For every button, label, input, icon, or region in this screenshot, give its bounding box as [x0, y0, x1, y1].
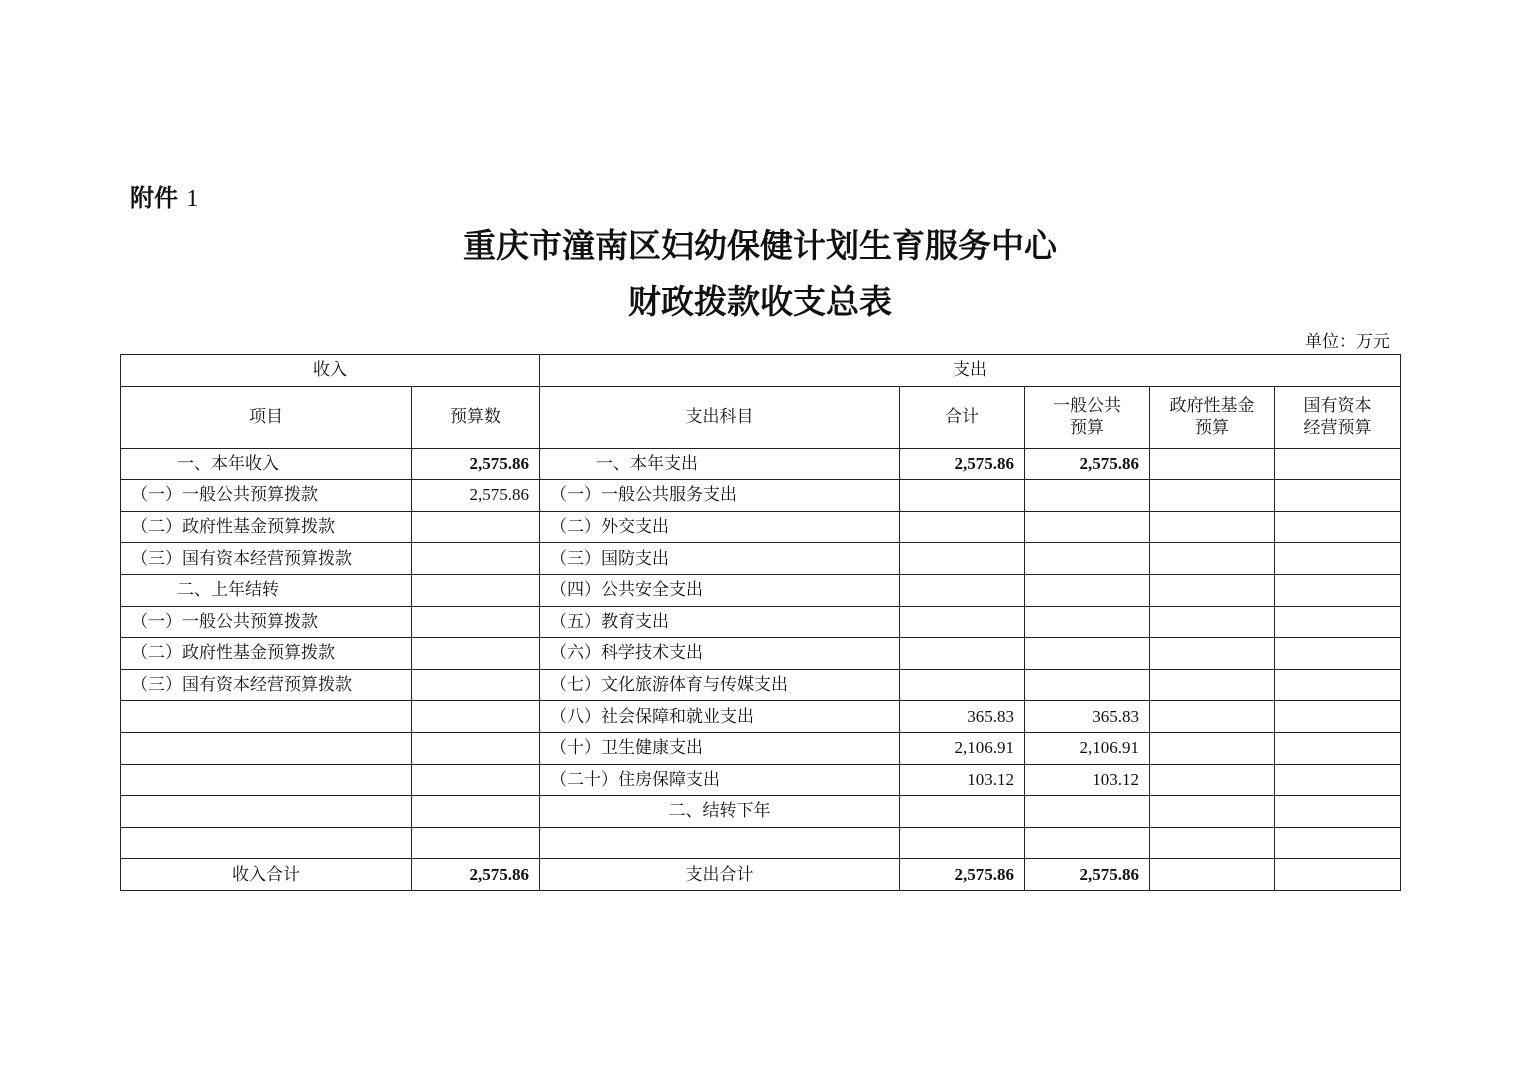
cell-expense-subject: 二、结转下年	[540, 796, 900, 828]
cell-gov-fund	[1150, 606, 1275, 638]
cell-expense-subject: （三）国防支出	[540, 543, 900, 575]
table-row	[121, 480, 1401, 512]
cell-gov-fund	[1150, 511, 1275, 543]
cell-total: 365.83	[900, 701, 1025, 733]
page-title-line1: 重庆市潼南区妇幼保健计划生育服务中心	[463, 226, 1057, 265]
header-state-capital-line2: 经营预算	[1303, 418, 1372, 439]
cell-general-public	[1025, 574, 1150, 606]
cell-state-capital	[1275, 827, 1401, 859]
cell-gov-fund	[1150, 480, 1275, 512]
cell-state-capital	[1275, 574, 1401, 606]
cell-item: （三）国有资本经营预算拨款	[121, 543, 412, 575]
group-header-row	[121, 355, 1401, 387]
header-gov-fund-budget	[1150, 386, 1275, 448]
cell-budget: 2,575.86	[412, 448, 540, 480]
cell-general-public	[1025, 606, 1150, 638]
table-row	[121, 827, 1401, 859]
cell-expense-subject: 一、本年支出	[540, 448, 900, 480]
cell-general-public	[1025, 543, 1150, 575]
cell-gov-fund	[1150, 732, 1275, 764]
total-income-value: 2,575.86	[412, 859, 540, 891]
table-row	[121, 606, 1401, 638]
cell-total	[900, 543, 1025, 575]
cell-total: 2,106.91	[900, 732, 1025, 764]
cell-expense-subject: （七）文化旅游体育与传媒支出	[540, 669, 900, 701]
cell-state-capital	[1275, 511, 1401, 543]
total-expense-label: 支出合计	[540, 859, 900, 891]
cell-item	[121, 732, 412, 764]
header-expense-subject: 支出科目	[540, 386, 900, 448]
header-general-public-budget	[1025, 386, 1150, 448]
cell-general-public	[1025, 511, 1150, 543]
cell-gov-fund	[1150, 543, 1275, 575]
cell-expense-subject	[540, 827, 900, 859]
cell-item: （二）政府性基金预算拨款	[121, 511, 412, 543]
cell-budget	[412, 543, 540, 575]
cell-budget	[412, 606, 540, 638]
cell-total	[900, 669, 1025, 701]
cell-gov-fund	[1150, 827, 1275, 859]
cell-budget	[412, 827, 540, 859]
table-row	[121, 574, 1401, 606]
cell-budget	[412, 764, 540, 796]
cell-gov-fund	[1150, 638, 1275, 670]
header-item: 项目	[121, 386, 412, 448]
cell-state-capital	[1275, 764, 1401, 796]
cell-state-capital	[1275, 606, 1401, 638]
total-expense-gov-fund	[1150, 859, 1275, 891]
cell-general-public	[1025, 827, 1150, 859]
totals-row	[121, 859, 1401, 891]
header-general-public-line1: 一般公共	[1053, 396, 1121, 417]
table-row	[121, 796, 1401, 828]
total-income-label: 收入合计	[121, 859, 412, 891]
budget-summary-table	[120, 354, 1401, 891]
cell-expense-subject: （二十）住房保障支出	[540, 764, 900, 796]
total-expense-total: 2,575.86	[900, 859, 1025, 891]
cell-state-capital	[1275, 543, 1401, 575]
unit-label: 单位：万元	[1305, 332, 1390, 352]
cell-total: 2,575.86	[900, 448, 1025, 480]
table-row	[121, 511, 1401, 543]
cell-general-public	[1025, 796, 1150, 828]
header-state-capital-line1: 国有资本	[1303, 396, 1372, 417]
cell-state-capital	[1275, 701, 1401, 733]
cell-general-public	[1025, 669, 1150, 701]
cell-expense-subject: （四）公共安全支出	[540, 574, 900, 606]
cell-state-capital	[1275, 638, 1401, 670]
cell-item: 二、上年结转	[121, 574, 412, 606]
cell-expense-subject: （六）科学技术支出	[540, 638, 900, 670]
cell-item	[121, 764, 412, 796]
column-header-row	[121, 386, 1401, 448]
cell-state-capital	[1275, 796, 1401, 828]
cell-item: （一）一般公共预算拨款	[121, 480, 412, 512]
cell-general-public	[1025, 638, 1150, 670]
expense-group-header: 支出	[540, 355, 1401, 387]
cell-budget	[412, 511, 540, 543]
cell-budget	[412, 574, 540, 606]
cell-general-public	[1025, 480, 1150, 512]
attachment-number: 1	[186, 186, 199, 212]
cell-gov-fund	[1150, 669, 1275, 701]
cell-gov-fund	[1150, 764, 1275, 796]
cell-expense-subject: （八）社会保障和就业支出	[540, 701, 900, 733]
cell-state-capital	[1275, 669, 1401, 701]
cell-expense-subject: （十）卫生健康支出	[540, 732, 900, 764]
header-gov-fund-line1: 政府性基金	[1169, 396, 1255, 417]
cell-total	[900, 574, 1025, 606]
header-general-public-line2: 预算	[1070, 418, 1104, 439]
cell-total	[900, 480, 1025, 512]
cell-state-capital	[1275, 732, 1401, 764]
table-row	[121, 669, 1401, 701]
cell-gov-fund	[1150, 796, 1275, 828]
header-budget: 预算数	[412, 386, 540, 448]
income-group-header: 收入	[121, 355, 540, 387]
header-state-capital-budget	[1275, 386, 1401, 448]
attachment-text: 附件	[130, 184, 178, 212]
table-row	[121, 701, 1401, 733]
cell-item	[121, 796, 412, 828]
page-title-line2: 财政拨款收支总表	[628, 282, 892, 321]
table-row	[121, 732, 1401, 764]
cell-gov-fund	[1150, 448, 1275, 480]
header-total: 合计	[900, 386, 1025, 448]
cell-state-capital	[1275, 448, 1401, 480]
cell-total: 103.12	[900, 764, 1025, 796]
total-expense-general-public: 2,575.86	[1025, 859, 1150, 891]
cell-general-public: 2,575.86	[1025, 448, 1150, 480]
cell-gov-fund	[1150, 701, 1275, 733]
cell-total	[900, 606, 1025, 638]
cell-total	[900, 827, 1025, 859]
cell-state-capital	[1275, 480, 1401, 512]
total-expense-state-capital	[1275, 859, 1401, 891]
table-row	[121, 448, 1401, 480]
cell-item: （二）政府性基金预算拨款	[121, 638, 412, 670]
cell-gov-fund	[1150, 574, 1275, 606]
cell-item	[121, 701, 412, 733]
cell-total	[900, 511, 1025, 543]
table-row	[121, 764, 1401, 796]
cell-item: 一、本年收入	[121, 448, 412, 480]
attachment-label	[130, 178, 198, 213]
cell-general-public: 365.83	[1025, 701, 1150, 733]
cell-general-public: 2,106.91	[1025, 732, 1150, 764]
cell-budget	[412, 669, 540, 701]
table-row	[121, 638, 1401, 670]
table-row	[121, 543, 1401, 575]
cell-item: （一）一般公共预算拨款	[121, 606, 412, 638]
cell-item	[121, 827, 412, 859]
cell-budget	[412, 732, 540, 764]
cell-budget: 2,575.86	[412, 480, 540, 512]
cell-item: （三）国有资本经营预算拨款	[121, 669, 412, 701]
cell-budget	[412, 796, 540, 828]
cell-budget	[412, 638, 540, 670]
cell-total	[900, 796, 1025, 828]
cell-general-public: 103.12	[1025, 764, 1150, 796]
cell-expense-subject: （一）一般公共服务支出	[540, 480, 900, 512]
header-gov-fund-line2: 预算	[1195, 418, 1229, 439]
cell-expense-subject: （五）教育支出	[540, 606, 900, 638]
cell-budget	[412, 701, 540, 733]
cell-total	[900, 638, 1025, 670]
cell-expense-subject: （二）外交支出	[540, 511, 900, 543]
